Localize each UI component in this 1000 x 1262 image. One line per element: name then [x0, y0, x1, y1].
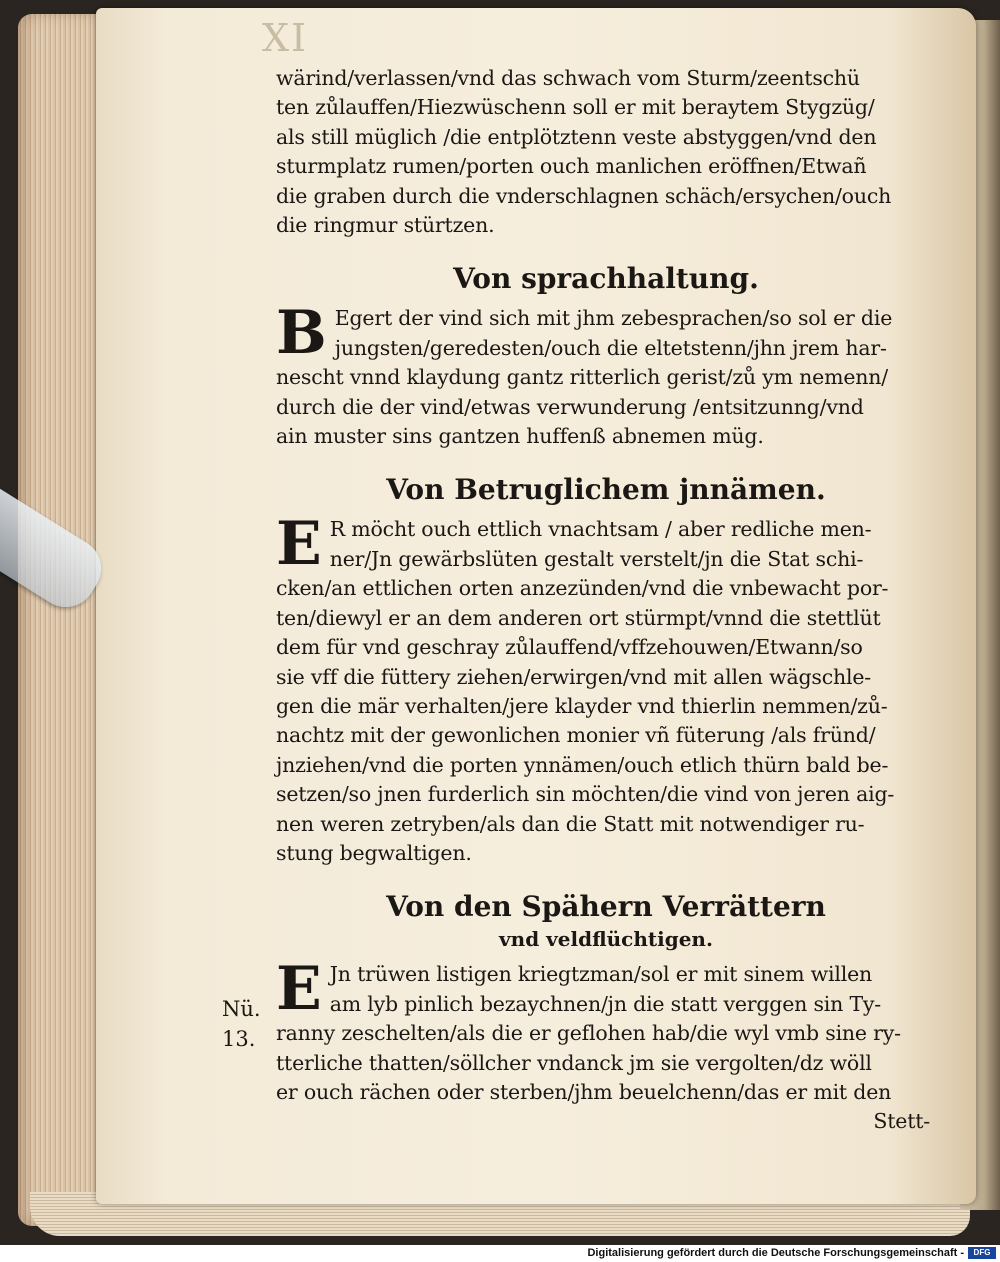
text-line: jungsten/geredesten/ouch die eltetstenn/jhn jrem har- — [334, 335, 887, 360]
text-line: ain muster sins gantzen huffenß abnemen müg. — [276, 424, 764, 449]
text-line: Jn trüwen listigen kriegtzman/sol er mit sinem willen — [329, 962, 873, 987]
section-heading: Von Betruglichem jnnämen. — [386, 473, 826, 507]
text-line: stung begwaltigen. — [276, 840, 472, 865]
text-line: tterliche thatten/söllcher vndanck jm sie vergolten/dz wöll — [276, 1050, 872, 1075]
intro-paragraph — [276, 64, 936, 240]
text-line: sie vff die füttery ziehen/erwirgen/vnd mit allen wägschle- — [276, 664, 872, 689]
drop-initial: E — [276, 509, 322, 580]
marginal-note-line: Nü. — [222, 997, 261, 1021]
text-line: die graben durch die vnderschlagnen schäch/ersychen/ouch — [276, 183, 892, 208]
section-paragraph — [276, 298, 936, 451]
footer-bar — [0, 1245, 1000, 1262]
page-text — [276, 64, 936, 1137]
text-line: die ringmur stürtzen. — [276, 213, 495, 238]
marginal-note-line: 13. — [222, 1027, 256, 1051]
text-line: dem für vnd geschray zůlauffend/vffzehouwen/Etwann/so — [276, 635, 863, 660]
text-line: sturmplatz rumen/porten ouch manlichen eröffnen/Etwañ — [276, 154, 867, 179]
text-line: nen weren zetryben/als dan die Statt mit notwendiger ru- — [276, 811, 865, 836]
section-paragraph — [276, 509, 936, 868]
drop-initial: B — [276, 298, 327, 369]
text-line: nachtz mit der gewonlichen monier vñ füterung /als fründ/ — [276, 723, 876, 748]
text-line: er ouch rächen oder sterben/jhm beuelchenn/das er mit den — [276, 1079, 892, 1104]
section-paragraph — [276, 954, 936, 1107]
text-line: Egert der vind sich mit jhm zebesprachen/so sol er die — [334, 306, 893, 331]
text-line: ner/Jn gewärbslüten gestalt verstelt/jn die Stat schi- — [329, 546, 864, 571]
text-line: R möcht ouch ettlich vnachtsam / aber redliche men- — [329, 517, 872, 542]
text-line: ten/diewyl er an dem anderen ort stürmpt/vnnd die stettlüt — [276, 605, 881, 630]
text-line: ranny zeschelten/als die er geflohen hab/die wyl vmb sine ry- — [276, 1021, 901, 1046]
marginal-note — [222, 994, 261, 1054]
text-line: nescht vnnd klaydung gantz ritterlich gerist/zů ym nemenn/ — [276, 365, 888, 390]
section-heading: Von sprachhaltung. — [453, 262, 759, 296]
dfg-logo-icon: DFG — [968, 1247, 996, 1259]
text-line: gen die mär verhalten/jere klayder vnd thierlin nemmen/zů- — [276, 693, 888, 718]
folio-number: XI — [262, 16, 309, 60]
text-line: ten zůlauffen/Hiezwüschenn soll er mit beraytem Stygzüg/ — [276, 95, 875, 120]
text-line: wärind/verlassen/vnd das schwach vom Sturm/zeentschü — [276, 66, 860, 90]
catchword: Stett- — [873, 1109, 930, 1134]
section-heading: Von den Spähern Verrättern — [386, 890, 826, 924]
text-line: setzen/so jnen furderlich sin möchten/die vind von jeren aig- — [276, 782, 895, 807]
drop-initial: E — [276, 954, 322, 1025]
text-line: am lyb pinlich bezaychnen/jn die statt verggen sin Ty- — [329, 991, 882, 1016]
text-line: cken/an ettlichen orten anzezünden/vnd die vnbewacht por- — [276, 576, 889, 601]
section-subheading: vnd veldflüchtigen. — [499, 927, 713, 952]
text-line: durch die der vind/etwas verwunderung /entsitzunng/vnd — [276, 394, 864, 419]
text-line: als still müglich /die entplötztenn veste abstyggen/vnd den — [276, 124, 877, 149]
text-line: jnziehen/vnd die porten ynnämen/ouch etlich thürn bald be- — [276, 752, 889, 777]
funding-credit: Digitalisierung gefördert durch die Deutsche Forschungsgemeinschaft - — [587, 1247, 964, 1259]
